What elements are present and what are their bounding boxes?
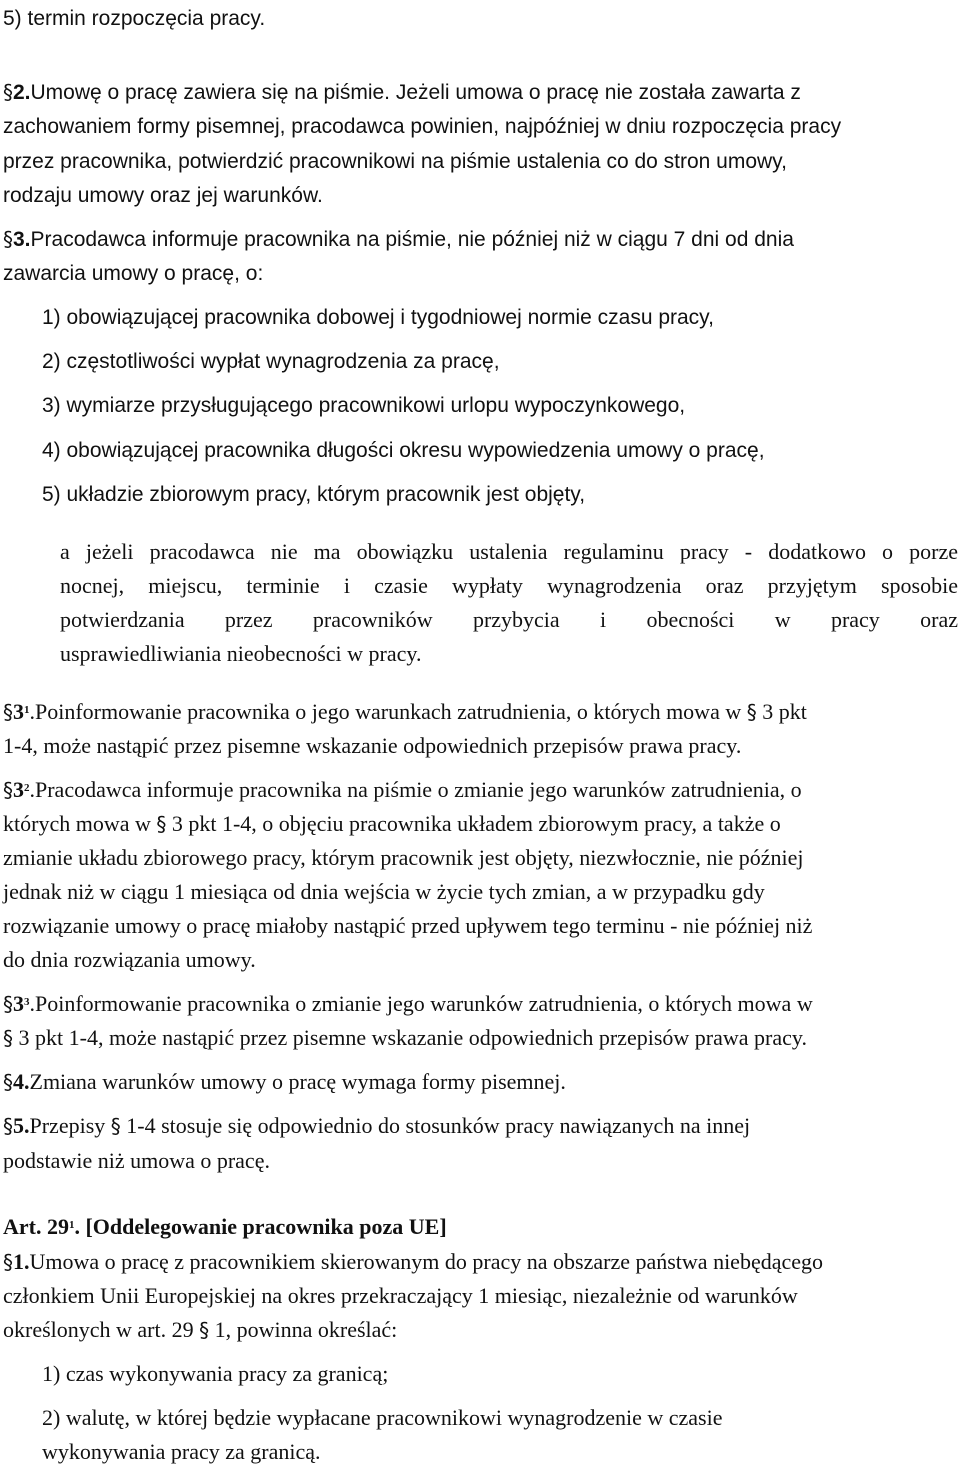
paragraph-5-number: 5.: [13, 1113, 30, 1138]
paragraph-2-line-2: zachowaniem formy pisemnej, pracodawca powinien, najpóźniej w dniu rozpoczęcia pracy: [3, 115, 842, 138]
section-symbol: §: [3, 1026, 13, 1050]
paragraph-3-line-2: zawarcia umowy o pracę, o:: [3, 262, 264, 285]
section-symbol: §: [3, 700, 13, 724]
paragraph-3-2-line-6: do dnia rozwiązania umowy.: [3, 947, 256, 972]
paragraph-3-tail-line-2: nocnej, miejscu, terminie i czasie wypłaty wynagrodzenia oraz przyjętym sposobie: [60, 573, 958, 598]
section-symbol: §: [3, 1114, 13, 1138]
list-item: 2) walutę, w której będzie wypłacane pracownikowi wynagrodzenie w czasie: [42, 1405, 723, 1430]
paragraph-2-line-1: §2.Umowę o pracę zawiera się na piśmie. Jeżeli umowa o pracę nie została zawarta z: [3, 80, 801, 104]
section-symbol: §: [199, 1318, 210, 1342]
paragraph-2-line-4: rodzaju umowy oraz jej warunków.: [3, 184, 323, 207]
section-symbol: §: [3, 992, 13, 1016]
paragraph-3-3-number: 3: [13, 991, 24, 1016]
article-label: Art. 29: [3, 1214, 69, 1239]
list-item: 3) wymiarze przysługującego pracownikowi urlopu wypoczynkowego,: [42, 394, 686, 417]
list-item: 2) częstotliwości wypłat wynagrodzenia za pracę,: [42, 350, 500, 373]
paragraph-4-number: 4.: [13, 1069, 30, 1094]
paragraph-3-1-line-2: 1-4, może nastąpić przez pisemne wskazanie odpowiednich przepisów prawa pracy.: [3, 733, 742, 758]
paragraph-3-3-line-1: $\S 3^3.Poinformowanie$ pracownika o zmianie jego warunków zatrudnienia, o których mowa w: [3, 991, 813, 1016]
article-title: . [Oddelegowanie pracownika poza UE]: [74, 1214, 447, 1239]
paragraph-3-1-number: 3: [13, 699, 24, 724]
paragraph-3-1-line-1: $\S 3^1.Poinformowanie$ pracownika o jego warunkach zatrudnienia, o których mowa w § 3 pkt: [3, 699, 807, 724]
article-paragraph-1-number: 1.: [13, 1249, 30, 1274]
paragraph-4: §4.Zmiana warunków umowy o pracę wymaga formy pisemnej.: [3, 1069, 566, 1094]
article-paragraph-1-line-2: członkiem Unii Europejskiej na okres przekraczający 1 miesiąc, niezależnie od warunków: [3, 1283, 798, 1308]
paragraph-3-2-line-2: których mowa w § 3 pkt 1-4, o objęciu pracownika układem zbiorowym pracy, a także o: [3, 811, 781, 836]
paragraph-3-2-number: 3: [13, 777, 24, 802]
section-symbol: §: [746, 700, 757, 724]
section-symbol: §: [3, 1250, 13, 1274]
list-item-continuation: wykonywania pracy za granicą.: [42, 1439, 321, 1464]
list-item: 1) obowiązującej pracownika dobowej i tygodniowej normie czasu pracy,: [42, 306, 714, 329]
list-item-start-date: 5) termin rozpoczęcia pracy.: [3, 7, 266, 30]
paragraph-3-tail-line-4: usprawiedliwiania nieobecności w pracy.: [60, 641, 422, 666]
list-item: 5) układzie zbiorowym pracy, którym pracownik jest objęty,: [42, 483, 586, 506]
paragraph-3-3-line-2: § 3 pkt 1-4, może nastąpić przez pisemne wskazanie odpowiednich przepisów prawa pracy.: [3, 1025, 807, 1050]
section-symbol: §: [3, 778, 13, 802]
paragraph-2-number: 2.: [13, 81, 31, 104]
list-item: 4) obowiązującej pracownika długości okresu wypowiedzenia umowy o pracę,: [42, 439, 765, 462]
paragraph-5-line-1: §5.Przepisy § 1-4 stosuje się odpowiednio do stosunków pracy nawiązanych na innej: [3, 1113, 751, 1138]
section-symbol: §: [3, 227, 13, 251]
article-paragraph-1-line-3: określonych w art. 29 § 1, powinna określać:: [3, 1317, 398, 1342]
paragraph-3-2-line-4: jednak niż w ciągu 1 miesiąca od dnia wejścia w życie tych zmian, a w przypadku gdy: [3, 879, 765, 904]
section-symbol: §: [3, 1070, 13, 1094]
section-symbol: §: [110, 1114, 121, 1138]
paragraph-3-2-line-1: $\S 3^2.Pracodawca$ informuje pracownika na piśmie o zmianie jego warunków zatrudnienia, o: [3, 777, 802, 802]
paragraph-3-2-line-3: zmianie układu zbiorowego pracy, którym pracownik jest objęty, niezwłocznie, nie później: [3, 845, 804, 870]
paragraph-3-tail-line-1: a jeżeli pracodawca nie ma obowiązku ustalenia regulaminu pracy - dodatkowo o porze: [60, 539, 958, 564]
paragraph-3-line-1: §3.Pracodawca informuje pracownika na piśmie, nie później niż w ciągu 7 dni od dnia: [3, 227, 794, 251]
section-symbol: §: [156, 812, 167, 836]
article-heading: Art. $29^1$. [Oddelegowanie pracownika poza UE]: [3, 1214, 447, 1239]
paragraph-5-line-2: podstawie niż umowa o pracę.: [3, 1148, 270, 1173]
paragraph-3-tail-line-3: potwierdzania przez pracowników przybycia i obecności w pracy oraz: [60, 607, 958, 632]
paragraph-2-line-3: przez pracownika, potwierdzić pracownikowi na piśmie ustalenia co do stron umowy,: [3, 150, 787, 173]
paragraph-3-2-line-5: rozwiązanie umowy o pracę miałoby nastąpić przed upływem tego terminu - nie później niż: [3, 913, 813, 938]
paragraph-3-number: 3.: [13, 228, 31, 251]
list-item: 1) czas wykonywania pracy za granicą;: [42, 1361, 389, 1386]
article-paragraph-1-line-1: §1.Umowa o pracę z pracownikiem skierowanym do pracy na obszarze państwa niebędącego: [3, 1249, 824, 1274]
section-symbol: §: [3, 80, 13, 104]
